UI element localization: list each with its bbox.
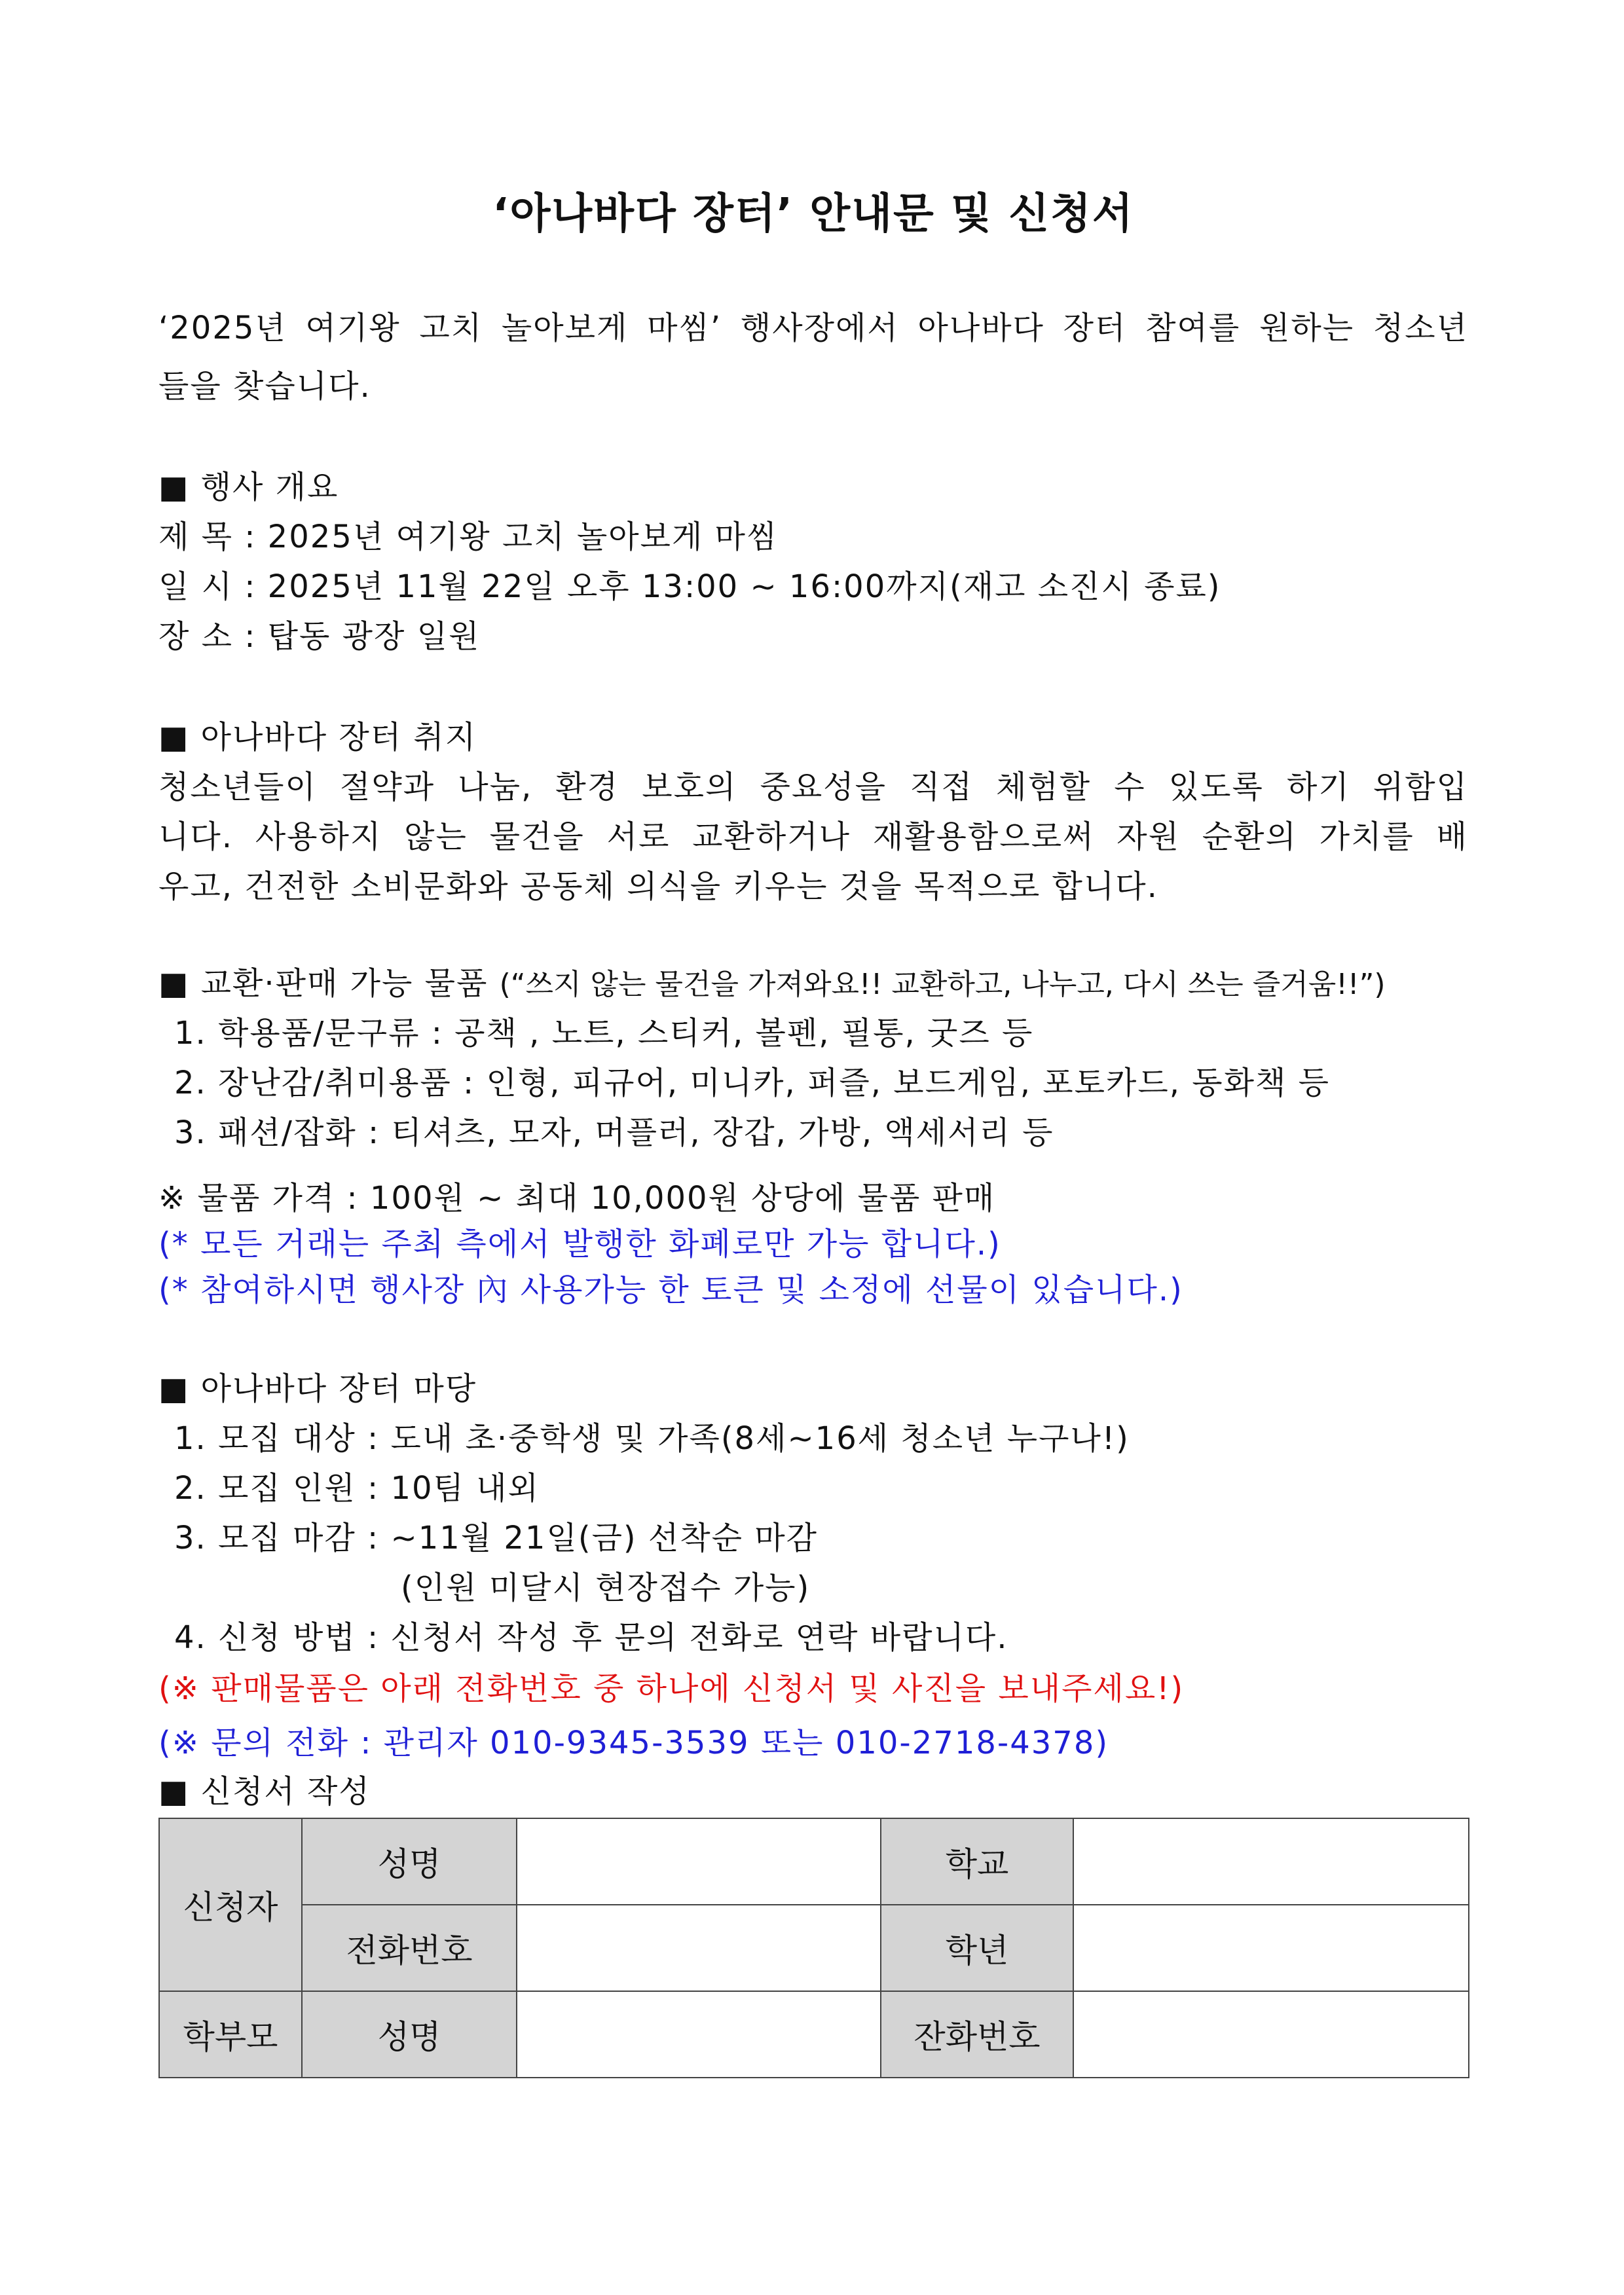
- purpose-line-3: 우고, 건전한 소비문화와 공동체 의식을 키우는 것을 목적으로 합니다.: [158, 868, 1158, 905]
- overview-place-row: 장 소 : 탑동 광장 일원: [158, 618, 481, 655]
- market-target: 1. 모집 대상 : 도내 초·중학생 및 가족(8세~16세 청소년 누구나!): [174, 1420, 1130, 1457]
- form-header: ■ 신청서 작성: [158, 1773, 371, 1810]
- grade-input-cell[interactable]: [1073, 1905, 1469, 1991]
- school-label: 학교: [881, 1818, 1073, 1905]
- market-deadline-note: (인원 미달시 현장접수 가능): [401, 1570, 811, 1606]
- phone-input-cell[interactable]: [517, 1905, 881, 1991]
- market-header: ■ 아나바다 장터 마당: [158, 1370, 477, 1407]
- items-header: [158, 959, 1386, 1010]
- intro-line-1: ‘2025년 여기왕 고치 놀아보게 마씸’ 행사장에서 아나바다 장터 참여를 원하는 청소년: [158, 310, 1468, 346]
- name-input-cell[interactable]: [517, 1818, 881, 1905]
- form-row-parent: [159, 1991, 1469, 2078]
- school-input-cell[interactable]: [1073, 1818, 1469, 1905]
- market-method: 4. 신청 방법 : 신청서 작성 후 문의 전화로 연락 바랍니다.: [174, 1619, 1008, 1656]
- application-form-table: [158, 1818, 1469, 2078]
- intro-line-2: 들을 찾습니다.: [158, 368, 371, 405]
- overview-title-row: 제 목 : 2025년 여기왕 고치 놀아보게 마씸: [158, 519, 779, 555]
- parent-phone-input-cell[interactable]: [1073, 1991, 1469, 2078]
- gift-note: (* 참여하시면 행사장 內 사용가능 한 토큰 및 소정에 선물이 있습니다.): [158, 1272, 1183, 1308]
- form-row-applicant-2: [159, 1905, 1469, 1991]
- grade-label: 학년: [881, 1905, 1073, 1991]
- parent-name-label: 성명: [302, 1991, 517, 2078]
- page-title: ‘아나바다 장터’ 안내문 및 신청서: [492, 190, 1134, 238]
- price-note: ※ 물품 가격 : 100원 ~ 최대 10,000원 상당에 물품 판매: [158, 1180, 996, 1217]
- parent-label: 학부모: [159, 1991, 302, 2078]
- items-list-item-3: 3. 패션/잡화 : 티셔츠, 모자, 머플러, 장갑, 가방, 액세서리 등: [174, 1114, 1054, 1151]
- market-deadline: 3. 모집 마감 : ~11월 21일(금) 선착순 마감: [174, 1520, 819, 1556]
- phone-label: 전화번호: [302, 1905, 517, 1991]
- items-header-label: ■ 교환·판매 가능 물품: [158, 965, 489, 1002]
- overview-header: ■ 행사 개요: [158, 469, 339, 505]
- items-list-item-1: 1. 학용품/문구류 : 공책 , 노트, 스티커, 볼펜, 필통, 굿즈 등: [174, 1015, 1034, 1052]
- parent-name-input-cell[interactable]: [517, 1991, 881, 2078]
- purpose-line-1: 청소년들이 절약과 나눔, 환경 보호의 중요성을 직접 체험할 수 있도록 하기 위함입: [158, 769, 1468, 805]
- market-contact: (※ 문의 전화 : 관리자 010-9345-3539 또는 010-2718-4378): [158, 1725, 1109, 1761]
- market-count: 2. 모집 인원 : 10팀 내외: [174, 1470, 540, 1507]
- overview-date-row: 일 시 : 2025년 11월 22일 오후 13:00 ~ 16:00까지(재고 소진시 종료): [158, 568, 1221, 605]
- applicant-label: 신청자: [159, 1818, 302, 1991]
- market-red-note: (※ 판매물품은 아래 전화번호 중 하나에 신청서 및 사진을 보내주세요!): [158, 1670, 1185, 1707]
- form-row-applicant-1: [159, 1818, 1469, 1905]
- parent-phone-label: 잔화번호: [881, 1991, 1073, 2078]
- purpose-line-2: 니다. 사용하지 않는 물건을 서로 교환하거나 재활용함으로써 자원 순환의 가치를 배: [158, 818, 1468, 855]
- currency-note: (* 모든 거래는 주최 측에서 발행한 화폐로만 가능 합니다.): [158, 1226, 1001, 1262]
- purpose-header: ■ 아나바다 장터 취지: [158, 719, 477, 756]
- items-list-item-2: 2. 장난감/취미용품 : 인형, 피규어, 미니카, 퍼즐, 보드게임, 포토카드, 동화책 등: [174, 1065, 1330, 1101]
- name-label: 성명: [302, 1818, 517, 1905]
- items-header-note: (“쓰지 않는 물건을 가져와요!! 교환하고, 나누고, 다시 쓰는 즐거움!!”): [499, 968, 1386, 1001]
